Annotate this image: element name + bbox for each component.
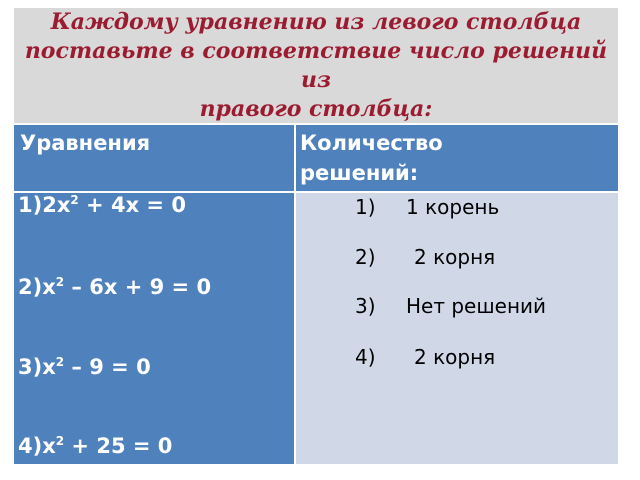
header-solutions (296, 125, 618, 191)
answer-number: 4) (355, 345, 376, 369)
answer-text: Нет решений (406, 294, 547, 318)
header-equations (14, 125, 294, 191)
answer-number: 1) (355, 195, 376, 219)
equation-item: $3)x^2 - 9 = 0$ (18, 355, 151, 379)
answer-number: 2) (355, 245, 376, 269)
matching-table (14, 125, 618, 464)
equation-item: $4)x^2 + 25 = 0$ (18, 434, 173, 458)
answer-number: 3) (355, 294, 376, 318)
header-equations-label: Уравнения (20, 131, 151, 155)
title-line-1: Каждому уравнению из левого столбца (50, 8, 582, 35)
column-divider (294, 125, 296, 464)
title-line-2: поставьте в соответствие число решений из (24, 37, 608, 93)
title-box (14, 8, 618, 125)
title-line-3: правого столбца: (199, 95, 433, 122)
slide (14, 8, 618, 456)
header-divider (14, 191, 618, 193)
header-solutions-line-1: Количество (300, 131, 443, 155)
slide-title (14, 8, 618, 124)
equations-column (14, 193, 294, 464)
solutions-column (296, 193, 618, 464)
equation-item: $1)2x^2 + 4x = 0$ (18, 193, 186, 217)
equation-item: $2)x^2 - 6x + 9 = 0$ (18, 275, 212, 299)
answer-text: 1 корень (406, 195, 500, 219)
answer-text: 2 корня (414, 345, 496, 369)
answer-text: 2 корня (414, 245, 496, 269)
header-solutions-line-2: решений: (300, 161, 419, 185)
